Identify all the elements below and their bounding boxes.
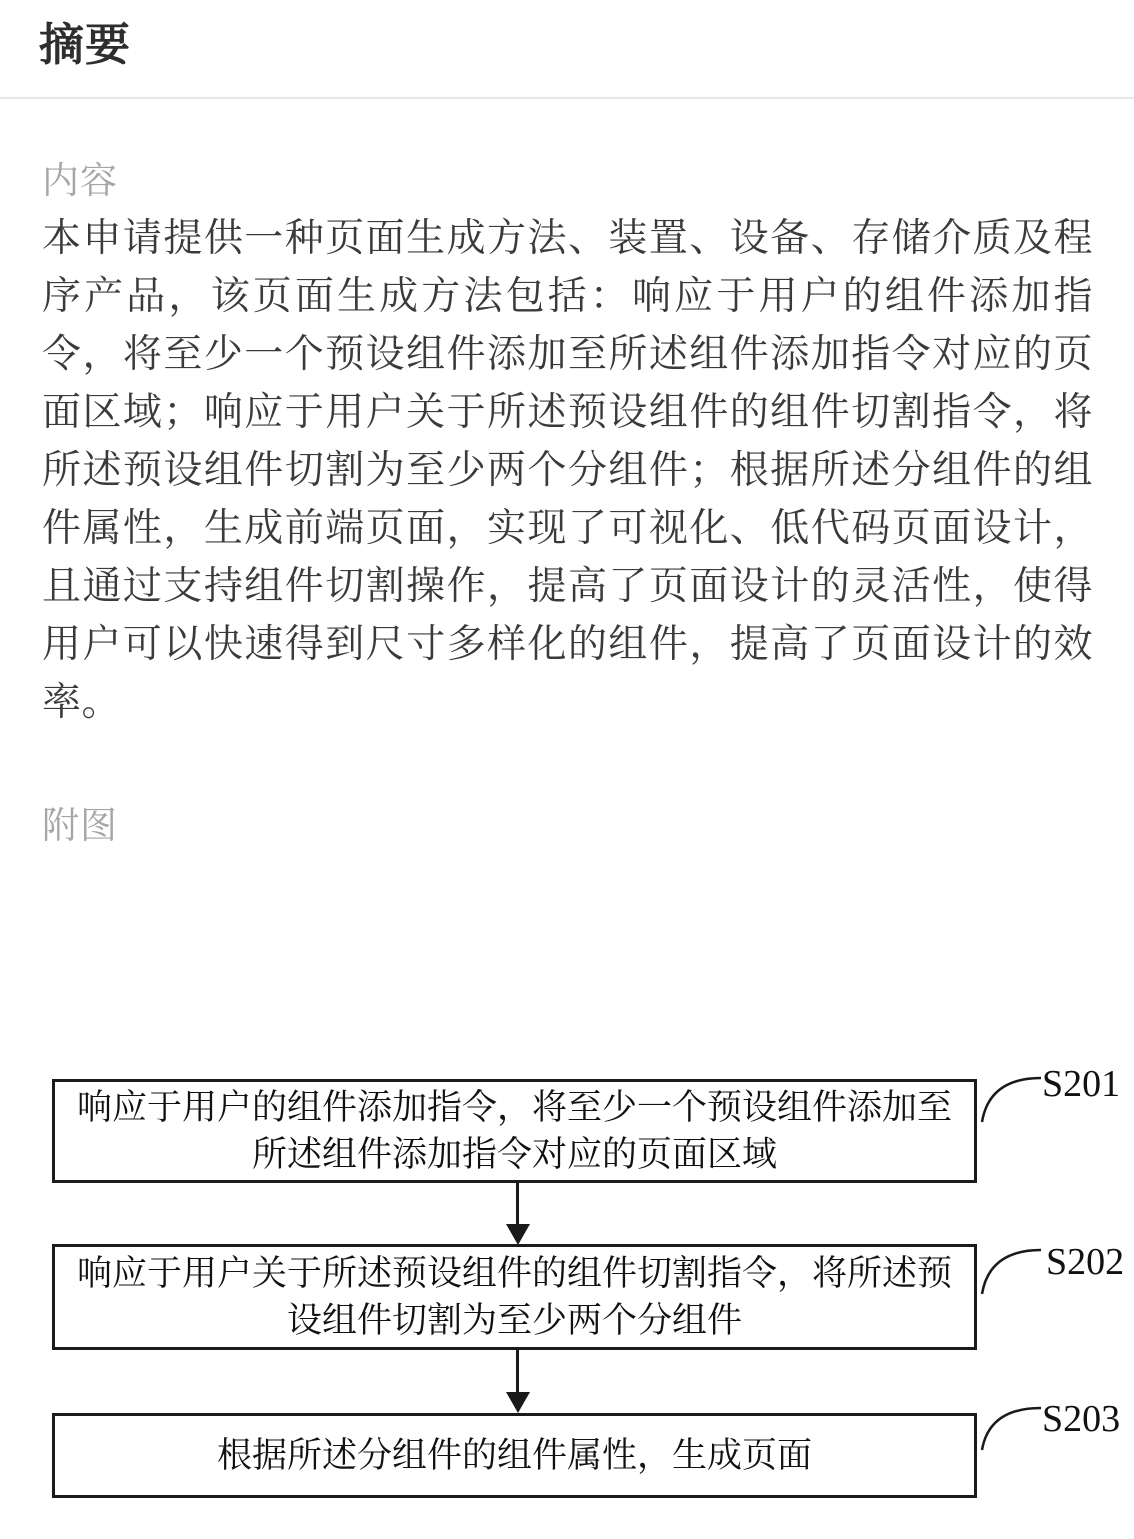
- header-divider: [0, 97, 1134, 99]
- flow-step-box-3: [52, 1413, 977, 1498]
- section-label-figure: 附图: [42, 805, 118, 846]
- flow-step-text-1: 响应于用户的组件添加指令，将至少一个预设组件添加至所述组件添加指令对应的页面区域: [76, 1088, 952, 1174]
- step-leader-curve-2: [979, 1244, 1043, 1296]
- abstract-text: 本申请提供一种页面生成方法、装置、设备、存储介质及程序产品，该页面生成方法包括：响应于用户的组件添加指令，将至少一个预设组件添加至所述组件添加指令对应的页面区域；响应于用户关于所述预设组件的组件切割指令，将所述预设组件切割为至少两个分组件；根据所述分组件的组件属性，生成前端页面，实现了可视化、低代码页面设计，且通过支持组件切割操作，提高了页面设计的灵活性，使得用户可以快速得到尺寸多样化的组件，提高了页面设计的效率。: [42, 217, 1093, 724]
- flow-arrow-line-2: [516, 1350, 519, 1393]
- flow-arrow-head-1: [506, 1224, 530, 1245]
- step-leader-curve-1: [979, 1072, 1043, 1124]
- flow-arrow-head-2: [506, 1392, 530, 1413]
- flow-step-text-2: 响应于用户关于所述预设组件的组件切割指令，将所述预设组件切割为至少两个分组件: [76, 1254, 952, 1340]
- flow-step-box-1: [52, 1079, 977, 1183]
- flow-step-text-3: 根据所述分组件的组件属性，生成页面: [216, 1436, 812, 1475]
- step-label-s202: S202: [1046, 1241, 1125, 1283]
- flow-arrow-line-1: [516, 1183, 519, 1225]
- step-label-s201: S201: [1042, 1063, 1121, 1105]
- section-label-content: 内容: [42, 160, 118, 201]
- page-title: 摘要: [39, 19, 132, 70]
- flow-step-box-2: [52, 1244, 977, 1350]
- step-label-s203: S203: [1042, 1398, 1121, 1440]
- step-leader-curve-3: [979, 1402, 1043, 1454]
